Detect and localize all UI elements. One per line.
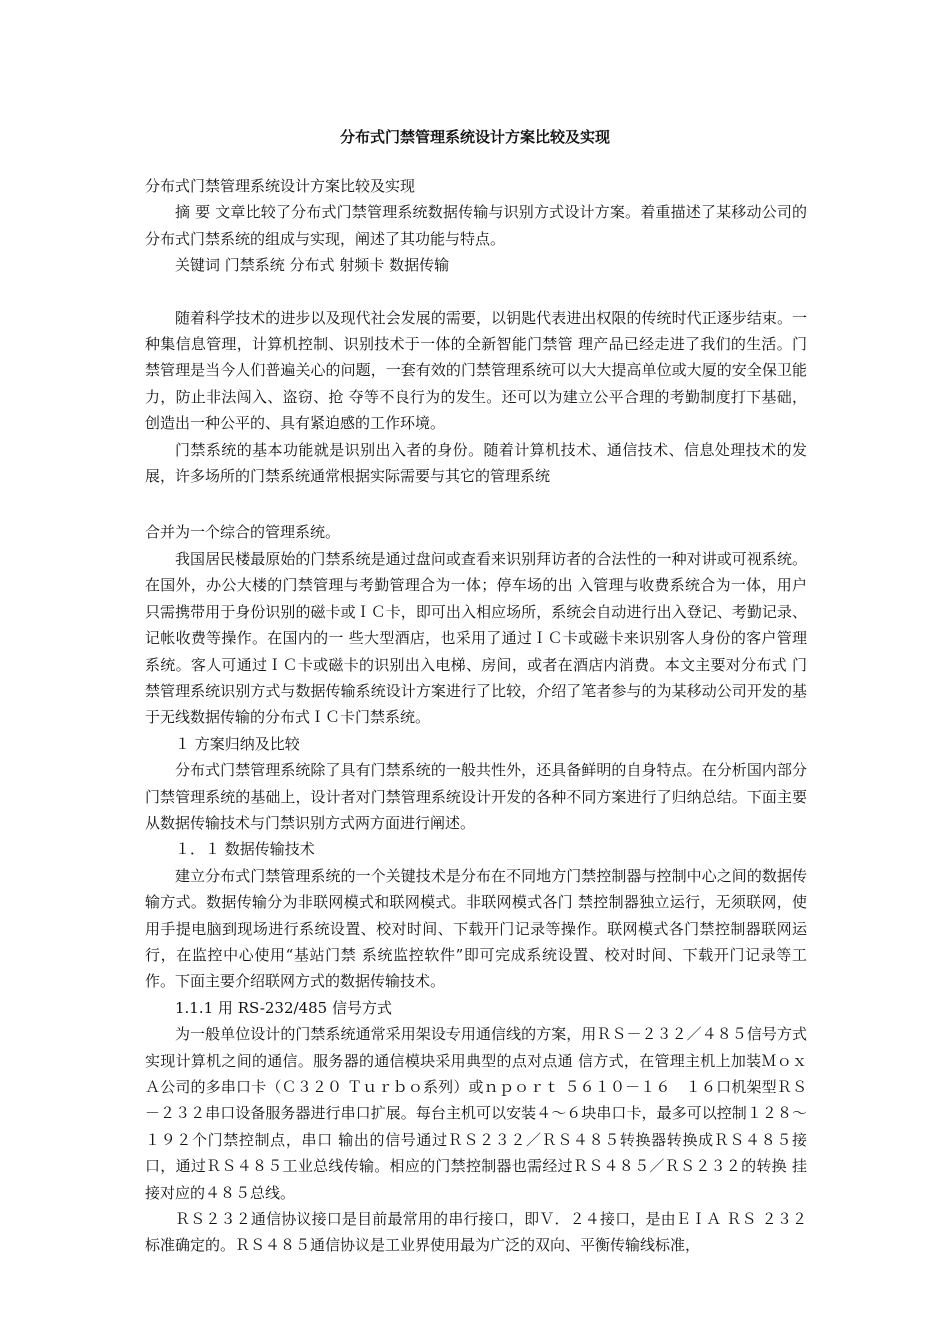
abstract-paragraph: 摘 要 文章比较了分布式门禁管理系统数据传输与识别方式设计方案。着重描述了某移动公司的分布式门禁系统的组成与实现，阐述了其功能与特点。 [145,203,807,248]
page-title: 分布式门禁管理系统设计方案比较及实现 [339,128,610,146]
rs485-paragraph: ＲＳ２３２通信协议接口是目前最常用的串行接口，即Ｖ．２４接口，是由ＥＩＡ ＲＳ ２３２标准确定的。ＲＳ４８５通信协议是工业界使用最为广泛的双向、平衡传输线标准， [145,1210,807,1255]
intro-paragraph: 随着科学技术的进步以及现代社会发展的需要，以钥匙代表进出权限的传统时代正逐步结束。一种集信息管理，计算机控制、识别技术于一体的全新智能门禁管 理产品已经走进了我们的生活。门禁管理是当今人们普遍关心的问题，一套有效的门禁管理系统可以大大提高单位或大厦的安全保卫能力，防止非法闯入、盗窃、抢 夺等不良行为的发生。还可以为建立公平合理的考勤制度打下基础，创造出一种公平的、具有紧迫感的工作环境。 [145,308,807,433]
rs232-paragraph: 为一般单位设计的门禁系统通常采用架设专用通信线的方案，用ＲＳ－２３２／４８５信号方式实现计算机之间的通信。服务器的通信模块采用典型的点对点通 信方式，在管理主机上加装ＭｏｘＡ公司的多串口卡（Ｃ３２０ Ｔｕｒｂｏ系列）或ｎｐｏｒｔ ５６１０－１６ １６口机架型ＲＳ－２３２串口设备服务器进行串口扩展。每台主机可以安装４～６块串口卡，最多可以控制１２８～１９２个门禁控制点，串口 输出的信号通过ＲＳ２３２／ＲＳ４８５转换器转换成ＲＳ４８５接口，通过ＲＳ４８５工业总线传输。相应的门禁控制器也需经过ＲＳ４８５／ＲＳ２３２的转换 挂接对应的４８５总线。 [145,1025,807,1202]
section-heading-1: １ 方案归纳及比较 [175,734,300,753]
background-paragraph: 我国居民楼最原始的门禁系统是通过盘问或查看来识别拜访者的合法性的一种对讲或可视系统。在国外，办公大楼的门禁管理与考勤管理合为一体；停车场的出 入管理与收费系统合为一体，用户只需携带用于身份识别的磁卡或ＩＣ卡，即可出入相应场所，系统会自动进行出入登记、考勤记录、记帐收费等操作。在国内的一 些大型酒店，也采用了通过ＩＣ卡或磁卡来识别客人身份的客户管理系统。客人可通过ＩＣ卡或磁卡的识别出入电梯、房间，或者在酒店内消费。本文主要对分布式 门禁管理系统识别方式与数据传输系统设计方案进行了比较，介绍了笔者参与的为某移动公司开发的基于无线数据传输的分布式ＩＣ卡门禁系统。 [145,549,807,727]
section-1-1-paragraph: 建立分布式门禁管理系统的一个关键技术是分布在不同地方门禁控制器与控制中心之间的数据传输方式。数据传输分为非联网模式和联网模式。非联网模式各门 禁控制器独立运行，无须联网，使用手提电脑到现场进行系统设置、校对时间、下载开门记录等操作。联网模式各门禁控制器联网运行，在监控中心使用“基站门禁 系统监控软件”即可完成系统设置、校对时间、下载开门记录等工作。下面主要介绍联网方式的数据传输技术。 [145,866,807,991]
keywords-paragraph: 关键词 门禁系统 分布式 射频卡 数据传输 [175,256,450,275]
blank-line [145,279,807,305]
section-1-paragraph: 分布式门禁管理系统除了具有门禁系统的一般共性外，还具备鲜明的自身特点。在分析国内部分门禁管理系统的基础上，设计者对门禁管理系统设计开发的各种不同方案进行了归纳总结。下面主要从数据传输技术与门禁识别方式两方面进行阐述。 [145,761,807,832]
continuation-paragraph: 合并为一个综合的管理系统。 [145,523,341,542]
section-heading-1-1: １．１ 数据传输技术 [175,840,315,859]
function-paragraph: 门禁系统的基本功能就是识别出入者的身份。随着计算机技术、通信技术、信息处理技术的发展，许多场所的门禁系统通常根据实际需要与其它的管理系统 [145,440,807,486]
section-heading-1-1-1: 1.1.1 用 RS-232/485 信号方式 [175,998,392,1017]
subtitle-paragraph: 分布式门禁管理系统设计方案比较及实现 [145,177,416,195]
blank-line [145,489,807,519]
document-body [145,173,807,1259]
